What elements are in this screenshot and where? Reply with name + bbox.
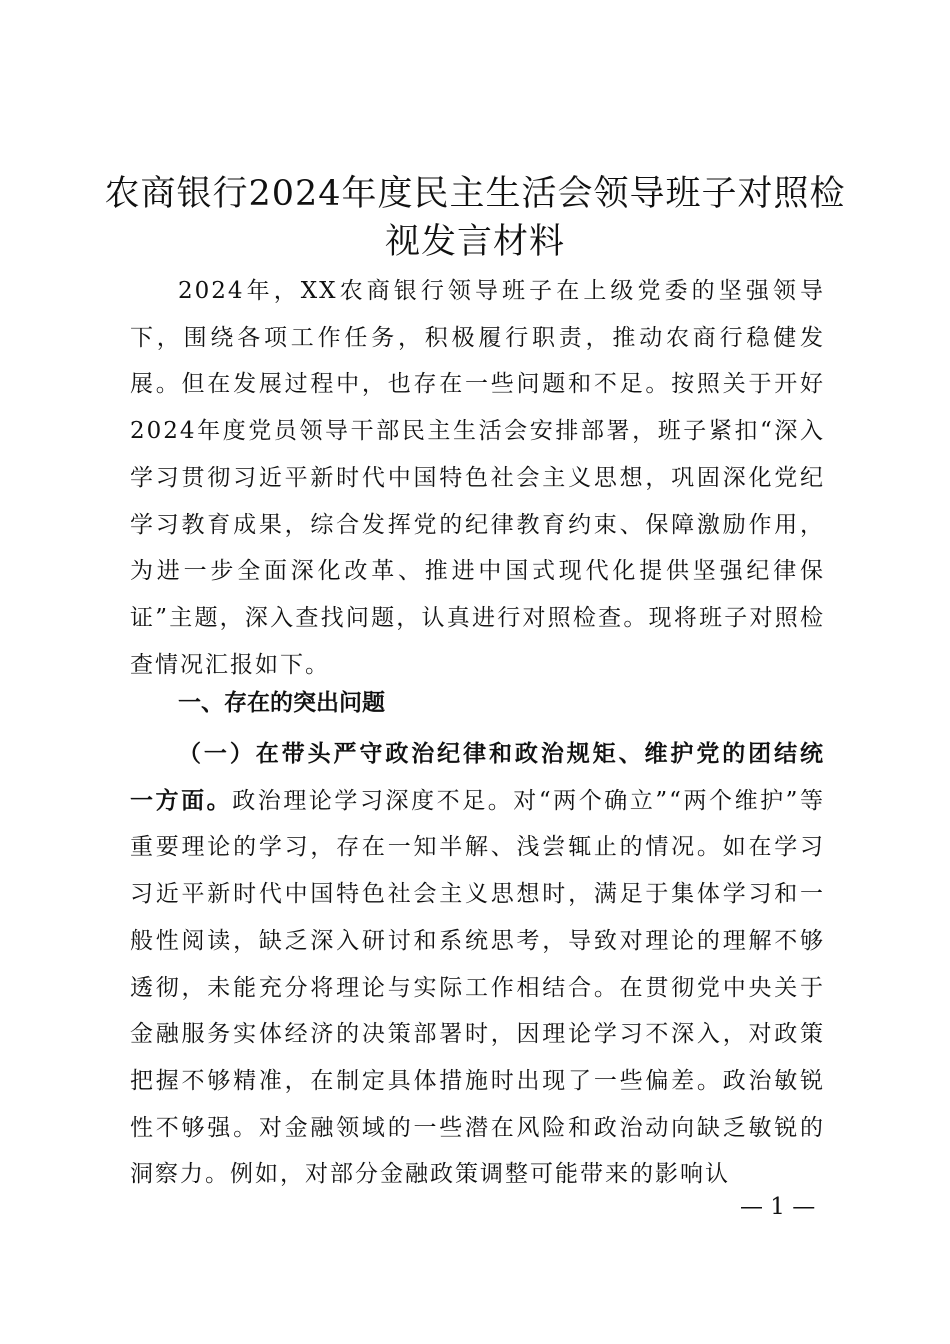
section-paragraph (130, 731, 825, 1198)
document-title: 农商银行2024年度民主生活会领导班子对照检视发言材料 (104, 174, 846, 262)
page-number: — 1 — (740, 1194, 816, 1220)
subsection-body: 政治理论学习深度不足。对“两个确立”“两个维护”等重要理论的学习，存在一知半解、浅尝辄止的情况。如在学习习近平新时代中国特色社会主义思想时，满足于集体学习和一般性阅读，缺乏深入研讨和系统思考，导致对理论的理解不够透彻，未能充分将理论与实际工作相结合。在贯彻党中央关于金融服务实体经济的决策部署时，因理论学习不深入，对政策把握不够精准，在制定具体措施时出现了一些偏差。政治敏锐性不够强。对金融领域的一些潜在风险和政治动向缺乏敏锐的洞察力。例如，对部分金融政策调整可能带来的影响认 (130, 787, 825, 1188)
intro-paragraph: 2024年，XX农商银行领导班子在上级党委的坚强领导下，围绕各项工作任务，积极履行职责，推动农商行稳健发展。但在发展过程中，也存在一些问题和不足。按照关于开好2024年度党员领导干部民主生活会安排部署，班子紧扣“深入学习贯彻习近平新时代中国特色社会主义思想，巩固深化党纪学习教育成果，综合发挥党的纪律教育约束、保障激励作用，为进一步全面深化改革、推进中国式现代化提供坚强纪律保证”主题，深入查找问题，认真进行对照检查。现将班子对照检查情况汇报如下。 (130, 278, 825, 678)
subsection-heading: （一）在带头严守政治纪律和政治规矩、维护党的团结统一方面。 (130, 740, 825, 814)
section-heading: 一、存在的突出问题 (178, 690, 385, 716)
